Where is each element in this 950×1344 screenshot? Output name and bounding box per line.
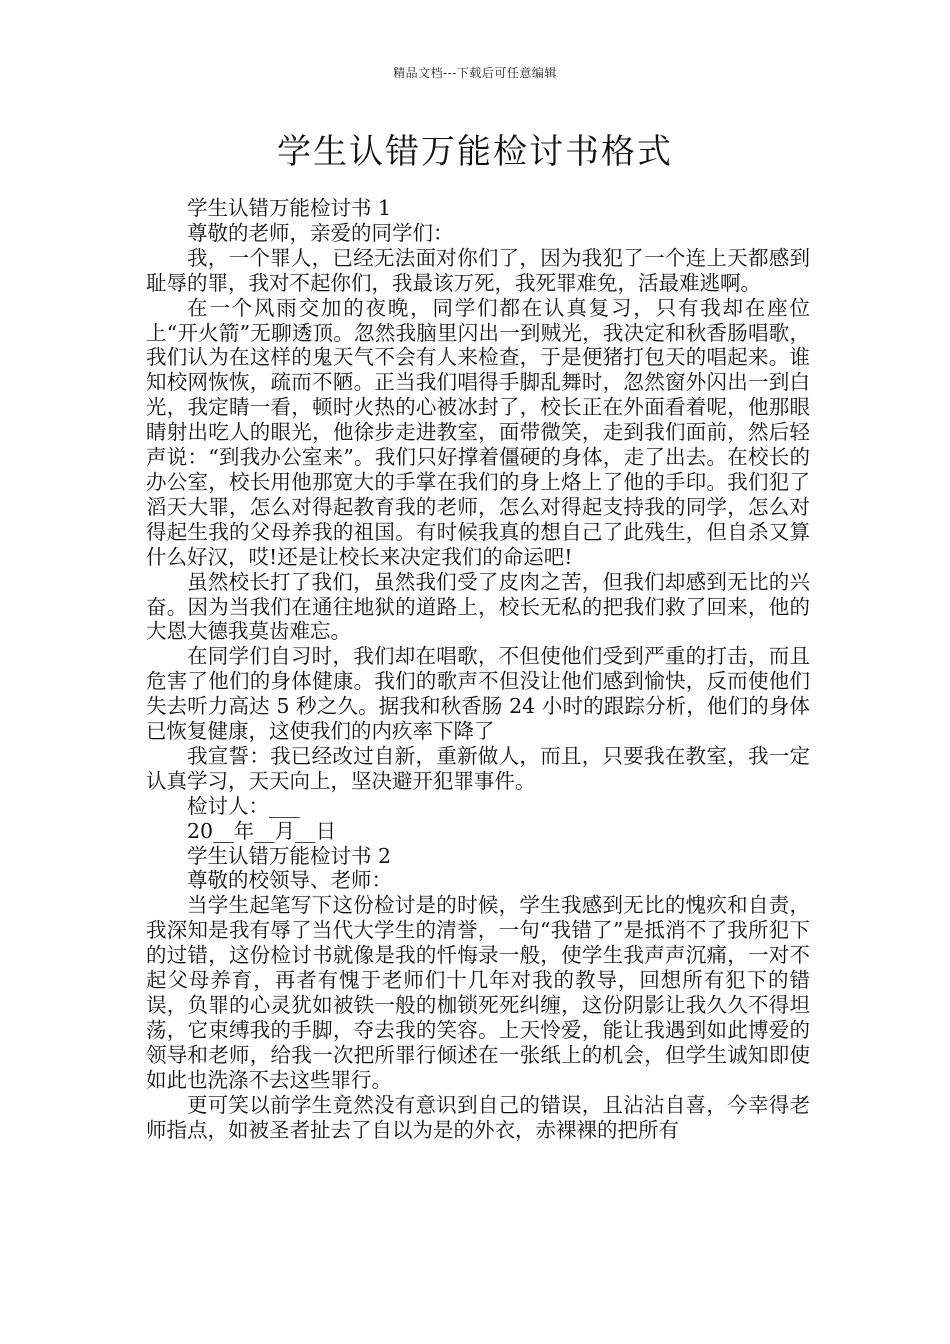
document-title: 学生认错万能检讨书格式 <box>277 132 673 172</box>
signature-line: 检讨人：___ <box>187 793 300 818</box>
body-paragraph: 在一个风雨交加的夜晚，同学们都在认真复习，只有我却在座位上“开火箭”无聊透顶。忽然我脑里闪出一到贼光，我决定和秋香肠唱歌，我们认为在这样的鬼天气不会有人来检查，于是便猪打包天的唱起来。谁知校网恢恢，疏而不陋。正当我们唱得手脚乱舞时，忽然窗外闪出一到白光，我定睛一看，顿时火热的心被冰封了，校长正在外面看着呢，他那眼睛射出吃人的眼光，他徐步走进教室，面带微笑，走到我们面前，然后轻声说：“到我办公室来”。我们只好撑着僵硬的身体，走了出去。在校长的办公室，校长用他那宽大的手掌在我们的身上烙上了他的手印。我们犯了滔天大罪，怎么对得起教育我的老师，怎么对得起支持我的同学，怎么对得起生我的父母养我的祖国。有时候我真的想自己了此残生，但自杀又算什么好汉，哎!还是让校长来决定我们的命运吧! <box>146 295 810 569</box>
body-paragraph: 我，一个罪人，已经无法面对你们了，因为我犯了一个连上天都感到耻辱的罪，我对不起你们，我最该万死，我死罪难免，活最难逃啊。 <box>146 245 810 295</box>
body-paragraph: 当学生起笔写下这份检讨是的时候，学生我感到无比的愧疚和自责，我深知是我有辱了当代大学生的清誉，一句“我错了”是抵消不了我所犯下的过错，这份检讨书就像是我的忏悔录一般，使学生我声声沉痛，一对不起父母养育，再者有愧于老师们十几年对我的教导，回想所有犯下的错误，负罪的心灵犹如被铁一般的枷锁死死纠缠，这份阴影让我久久不得坦荡，它束缚我的手脚，夺去我的笑容。上天怜爱，能让我遇到如此博爱的领导和老师，给我一次把所罪行倾述在一张纸上的机会，但学生诚知即使如此也洗涤不去这些罪行。 <box>146 893 810 1092</box>
salutation-2: 尊敬的校领导、老师： <box>187 868 392 893</box>
page-header-note: 精品文档---下载后可任意编辑 <box>393 66 557 80</box>
document-body <box>146 196 810 1142</box>
body-paragraph: 虽然校长打了我们，虽然我们受了皮肉之苦，但我们却感到无比的兴奋。因为当我们在通往地狱的道路上，校长无私的把我们救了回来，他的大恩大德我莫齿难忘。 <box>146 569 810 644</box>
section-heading-2: 学生认错万能检讨书 2 <box>187 843 392 868</box>
date-line: 20__年__月__日 <box>187 818 337 843</box>
body-paragraph: 我宣誓：我已经改过自新，重新做人，而且，只要我在教室，我一定认真学习，天天向上，坚决避开犯罪事件。 <box>146 743 810 793</box>
salutation-1: 尊敬的老师，亲爱的同学们： <box>187 220 454 245</box>
section-heading-1: 学生认错万能检讨书 1 <box>187 196 392 220</box>
body-paragraph: 在同学们自习时，我们却在唱歌，不但使他们受到严重的打击，而且危害了他们的身体健康。我们的歌声不但没让他们感到愉快，反而使他们失去听力高达 5 秒之久。据我和秋香肠 24 小时的跟踪分析，他们的身体已恢复健康，这使我们的内疚率下降了 <box>146 644 810 744</box>
body-paragraph: 更可笑以前学生竟然没有意识到自己的错误，且沾沾自喜，今幸得老师指点，如被圣者扯去了自以为是的外衣，赤裸裸的把所有 <box>146 1092 810 1142</box>
